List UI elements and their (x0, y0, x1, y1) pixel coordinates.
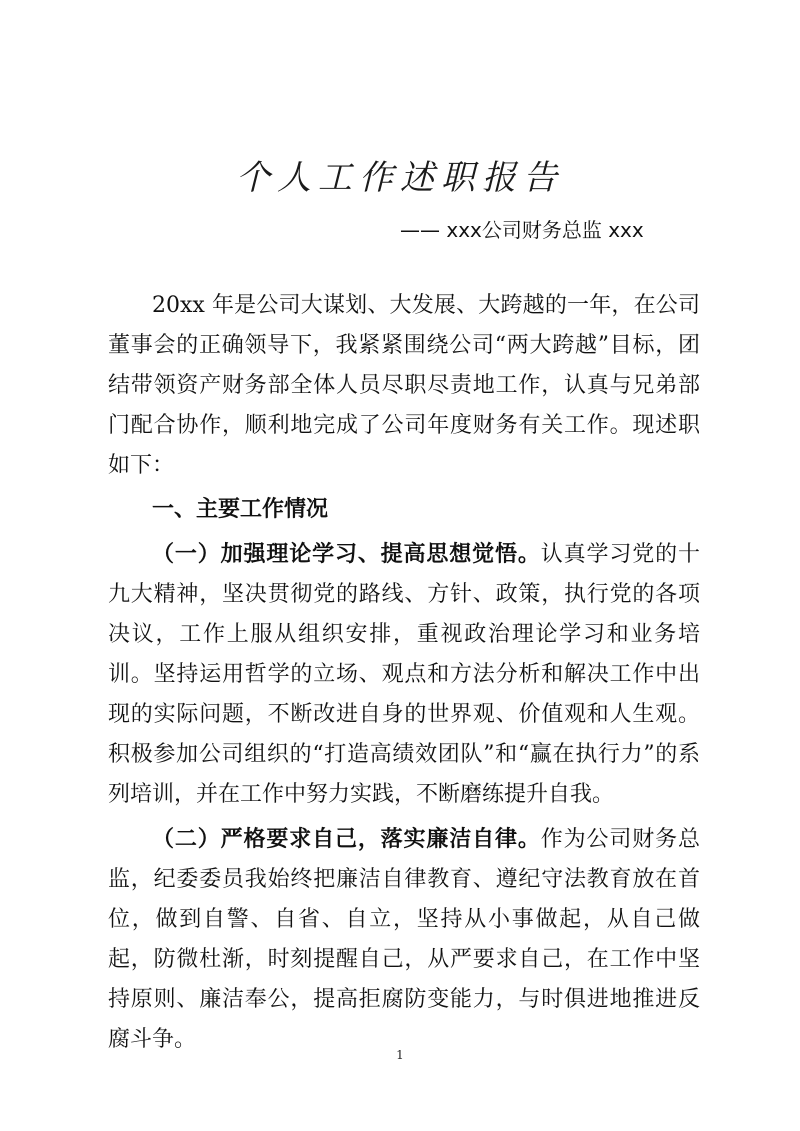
page-number: 1 (396, 1048, 404, 1062)
item-heading-1: （一）加强理论学习、提高思想觉悟。 (152, 541, 541, 567)
document-byline: —— xxx公司财务总监 xxx (400, 218, 644, 242)
item-text-1: 认真学习党的十九大精神，坚决贯彻党的路线、方针、政策，执行党的各项决议，工作上服从组织安排，重视政治理论学习和业务培训。坚持运用哲学的立场、观点和方法分析和解决工作中出现的实际问题，不断改进自身的世界观、价值观和人生观。积极参加公司组织的“打造高绩效团队”和“赢在执行力”的系列培训，并在工作中努力实践，不断磨练提升自我。 (108, 542, 700, 807)
document-body (108, 286, 700, 1060)
intro-paragraph: 20xx 年是公司大谋划、大发展、大跨越的一年，在公司董事会的正确领导下，我紧紧围绕公司“两大跨越”目标，团结带领资产财务部全体人员尽职尽责地工作，认真与兄弟部门配合协作，顺利地完成了公司年度财务有关工作。现述职如下： (108, 293, 700, 478)
item-heading-2: （二）严格要求自己，落实廉洁自律。 (152, 826, 541, 852)
item-text-2: 作为公司财务总监，纪委委员我始终把廉洁自律教育、遵纪守法教育放在首位，做到自警、自省、自立，坚持从小事做起，从自己做起，防微杜渐，时刻提醒自己，从严要求自己，在工作中坚持原则、廉洁奉公，提高拒腐防变能力，与时俱进地推进反腐斗争。 (108, 827, 700, 1052)
document-title: 个人工作述职报告 (236, 158, 564, 198)
section-heading: 一、主要工作情况 (152, 497, 329, 522)
item-paragraph-2 (108, 819, 700, 1060)
item-paragraph-1 (108, 534, 700, 815)
